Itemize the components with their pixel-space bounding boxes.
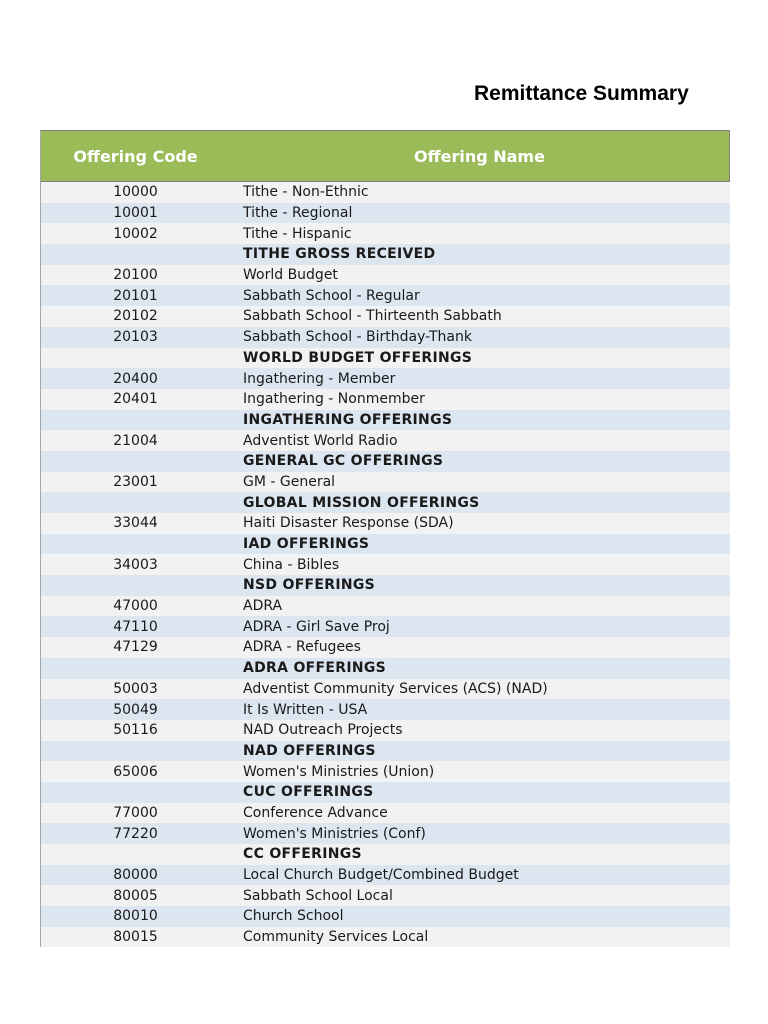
offering-name-cell: Church School: [243, 908, 344, 925]
subtotal-label: CC OFFERINGS: [243, 846, 362, 863]
subtotal-label: ADRA OFFERINGS: [243, 660, 387, 677]
table-row: [41, 679, 730, 700]
subtotal-row: [41, 348, 730, 369]
offering-code-cell: 80005: [113, 887, 158, 904]
offering-name-cell: Local Church Budget/Combined Budget: [243, 867, 519, 884]
table-row: [41, 430, 730, 451]
offering-name-cell: Sabbath School Local: [243, 887, 393, 904]
subtotal-label: INGATHERING OFFERINGS: [243, 411, 453, 428]
offering-code-cell: 20401: [113, 391, 158, 408]
table-row: [41, 182, 730, 203]
offering-code-cell: 20100: [113, 267, 158, 284]
table-row: [41, 865, 730, 886]
subtotal-row: [41, 741, 730, 762]
subtotal-row: [41, 575, 730, 596]
table-row: [41, 472, 730, 493]
offering-name-cell: China - Bibles: [243, 556, 340, 573]
offering-name-cell: ADRA - Girl Save Proj: [243, 618, 390, 635]
subtotal-label: CUC OFFERINGS: [243, 784, 374, 801]
offering-name-cell: Women's Ministries (Union): [243, 763, 435, 780]
table-row: [41, 699, 730, 720]
subtotal-row: [41, 451, 730, 472]
subtotal-row: [41, 244, 730, 265]
subtotal-row: [41, 844, 730, 865]
offering-name-cell: Adventist World Radio: [243, 432, 398, 449]
subtotal-label: IAD OFFERINGS: [243, 536, 370, 553]
remittance-table: [40, 130, 730, 947]
subtotal-row: [41, 782, 730, 803]
subtotal-label: TITHE GROSS RECEIVED: [243, 246, 436, 263]
offering-code-cell: 20103: [113, 329, 158, 346]
offering-code-cell: 50116: [113, 722, 158, 739]
subtotal-row: [41, 410, 730, 431]
offering-code-cell: 20101: [113, 287, 158, 304]
table-row: [41, 927, 730, 948]
offering-name-cell: Sabbath School - Regular: [243, 287, 420, 304]
table-row: [41, 803, 730, 824]
offering-code-cell: 33044: [113, 515, 158, 532]
table-row: [41, 761, 730, 782]
offering-code-cell: 10001: [113, 205, 158, 222]
offering-code-cell: 47110: [113, 618, 158, 635]
offering-code-cell: 34003: [113, 556, 158, 573]
offering-name-cell: Community Services Local: [243, 929, 429, 946]
table-row: [41, 368, 730, 389]
offering-name-cell: NAD Outreach Projects: [243, 722, 403, 739]
table-row: [41, 637, 730, 658]
table-body: [41, 182, 730, 947]
offering-name-cell: World Budget: [243, 267, 338, 284]
offering-name-cell: ADRA: [243, 598, 283, 615]
page-title: Remittance Summary: [474, 82, 689, 105]
offering-code-cell: 20102: [113, 308, 158, 325]
table-row: [41, 720, 730, 741]
offering-name-cell: Haiti Disaster Response (SDA): [243, 515, 454, 532]
offering-name-cell: Tithe - Non-Ethnic: [243, 184, 369, 201]
offering-code-cell: 10000: [113, 184, 158, 201]
offering-code-cell: 77220: [113, 825, 158, 842]
offering-code-cell: 77000: [113, 804, 158, 821]
offering-name-cell: Conference Advance: [243, 804, 388, 821]
offering-name-cell: Ingathering - Member: [243, 370, 396, 387]
offering-code-cell: 20400: [113, 370, 158, 387]
offering-name-header: Offering Name: [414, 146, 545, 166]
table-row: [41, 554, 730, 575]
table-row: [41, 596, 730, 617]
offering-code-cell: 50049: [113, 701, 158, 718]
offering-code-cell: 50003: [113, 680, 158, 697]
table-row: [41, 389, 730, 410]
offering-name-cell: It Is Written - USA: [243, 701, 368, 718]
table-row: [41, 513, 730, 534]
table-row: [41, 223, 730, 244]
table-row: [41, 823, 730, 844]
table-row: [41, 285, 730, 306]
offering-code-cell: 80015: [113, 929, 158, 946]
subtotal-label: GLOBAL MISSION OFFERINGS: [243, 494, 480, 511]
table-row: [41, 306, 730, 327]
table-header: [41, 130, 730, 182]
offering-name-cell: Women's Ministries (Conf): [243, 825, 426, 842]
offering-code-cell: 23001: [113, 473, 158, 490]
subtotal-label: WORLD BUDGET OFFERINGS: [243, 349, 473, 366]
table-row: [41, 265, 730, 286]
table-row: [41, 616, 730, 637]
offering-code-cell: 80010: [113, 908, 158, 925]
offering-code-cell: 47000: [113, 598, 158, 615]
offering-name-cell: Sabbath School - Thirteenth Sabbath: [243, 308, 502, 325]
offering-name-cell: Tithe - Hispanic: [243, 225, 352, 242]
offering-code-cell: 65006: [113, 763, 158, 780]
subtotal-label: NAD OFFERINGS: [243, 742, 376, 759]
offering-name-cell: GM - General: [243, 473, 336, 490]
table-row: [41, 327, 730, 348]
subtotal-row: [41, 492, 730, 513]
offering-name-cell: Sabbath School - Birthday-Thank: [243, 329, 472, 346]
offering-name-cell: Tithe - Regional: [243, 205, 353, 222]
subtotal-label: NSD OFFERINGS: [243, 577, 376, 594]
offering-code-cell: 80000: [113, 867, 158, 884]
offering-name-cell: ADRA - Refugees: [243, 639, 361, 656]
table-row: [41, 906, 730, 927]
subtotal-row: [41, 658, 730, 679]
subtotal-row: [41, 534, 730, 555]
offering-code-cell: 10002: [113, 225, 158, 242]
subtotal-label: GENERAL GC OFFERINGS: [243, 453, 444, 470]
offering-name-cell: Ingathering - Nonmember: [243, 391, 425, 408]
table-row: [41, 885, 730, 906]
offering-code-cell: 47129: [113, 639, 158, 656]
table-row: [41, 203, 730, 224]
offering-code-header: Offering Code: [73, 146, 198, 166]
offering-code-cell: 21004: [113, 432, 158, 449]
offering-name-cell: Adventist Community Services (ACS) (NAD): [243, 680, 548, 697]
